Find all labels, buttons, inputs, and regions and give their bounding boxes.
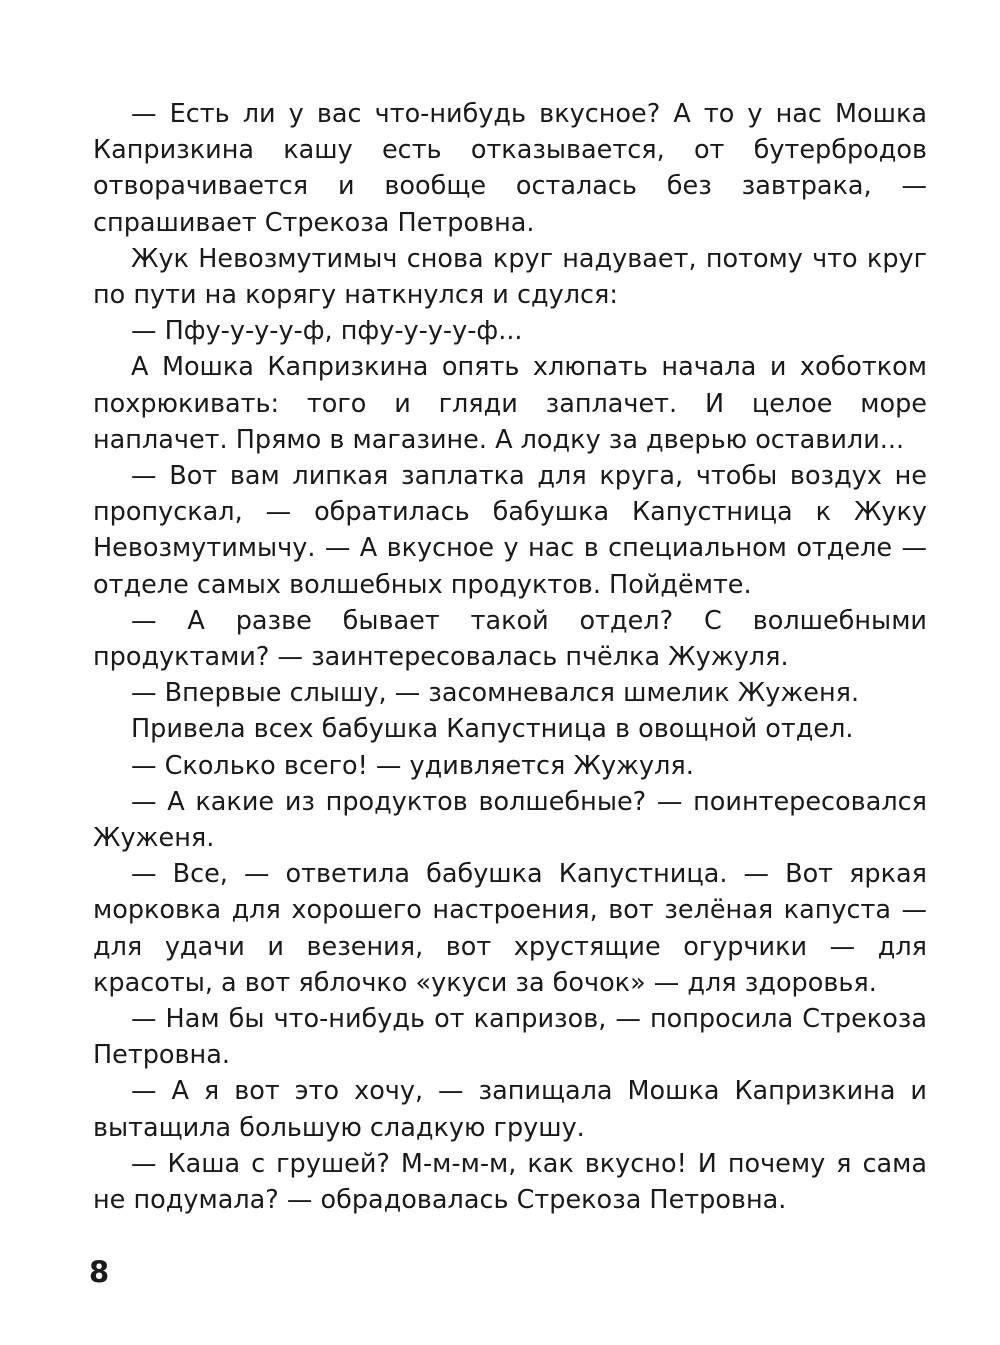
paragraph: Привела всех бабушка Капустница в овощной отдел. — [131, 714, 854, 745]
paragraph: — Вот вам липкая заплатка для круга, чтобы воздух не пропускал, — обратилась бабушка Капустница к Жуку Невозмутимычу. — А вкусное у нас в специальном отделе — отделе самых волшебных продуктов. Пойдёмте. — [93, 461, 927, 600]
body-text — [93, 96, 927, 1218]
paragraph: А Мошка Капризкина опять хлюпать начала и хоботком похрюкивать: того и гляди заплачет. И целое море наплачет. Прямо в магазине. А лодку за дверью оставили... — [93, 352, 927, 455]
paragraph: — А какие из продуктов волшебные? — поинтересовался Жуженя. — [93, 786, 927, 854]
page-number: 8 — [89, 1255, 110, 1289]
paragraph: — Все, — ответила бабушка Капустница. — Вот яркая морковка для хорошего настроения, вот зелёная капуста — для удачи и везения, вот хрустящие огурчики — для красоты, а вот яблочко «укуси за бочок» — для здоровья. — [93, 859, 927, 998]
paragraph: — Нам бы что-нибудь от капризов, — попросила Стрекоза Петровна. — [93, 1004, 927, 1071]
paragraph: — Сколько всего! — удивляется Жужуля. — [131, 750, 694, 781]
paragraph: — Пфу-у-у-у-ф, пфу-у-у-у-ф... — [131, 316, 523, 347]
paragraph: — Каша с грушей? М-м-м-м, как вкусно! И почему я сама не подумала? — обрадовалась Стрекоза Петровна. — [93, 1148, 927, 1216]
paragraph: Жук Невозмутимыч снова круг надувает, потому что круг по пути на корягу наткнулся и сдулся: — [93, 243, 927, 311]
paragraph: — Есть ли у вас что-нибудь вкусное? А то у нас Мошка Капризкина кашу есть отказывается, от бутербродов отворачивается и вообще осталась без завтрака, — спрашивает Стрекоза Петровна. — [93, 99, 927, 238]
paragraph: — А разве бывает такой отдел? С волшебными продуктами? — заинтересовалась пчёлка Жужуля. — [93, 605, 927, 673]
paragraph: — А я вот это хочу, — запищала Мошка Капризкина и вытащила большую сладкую грушу. — [93, 1076, 927, 1143]
paragraph: — Впервые слышу, — засомневался шмелик Жуженя. — [131, 678, 860, 709]
